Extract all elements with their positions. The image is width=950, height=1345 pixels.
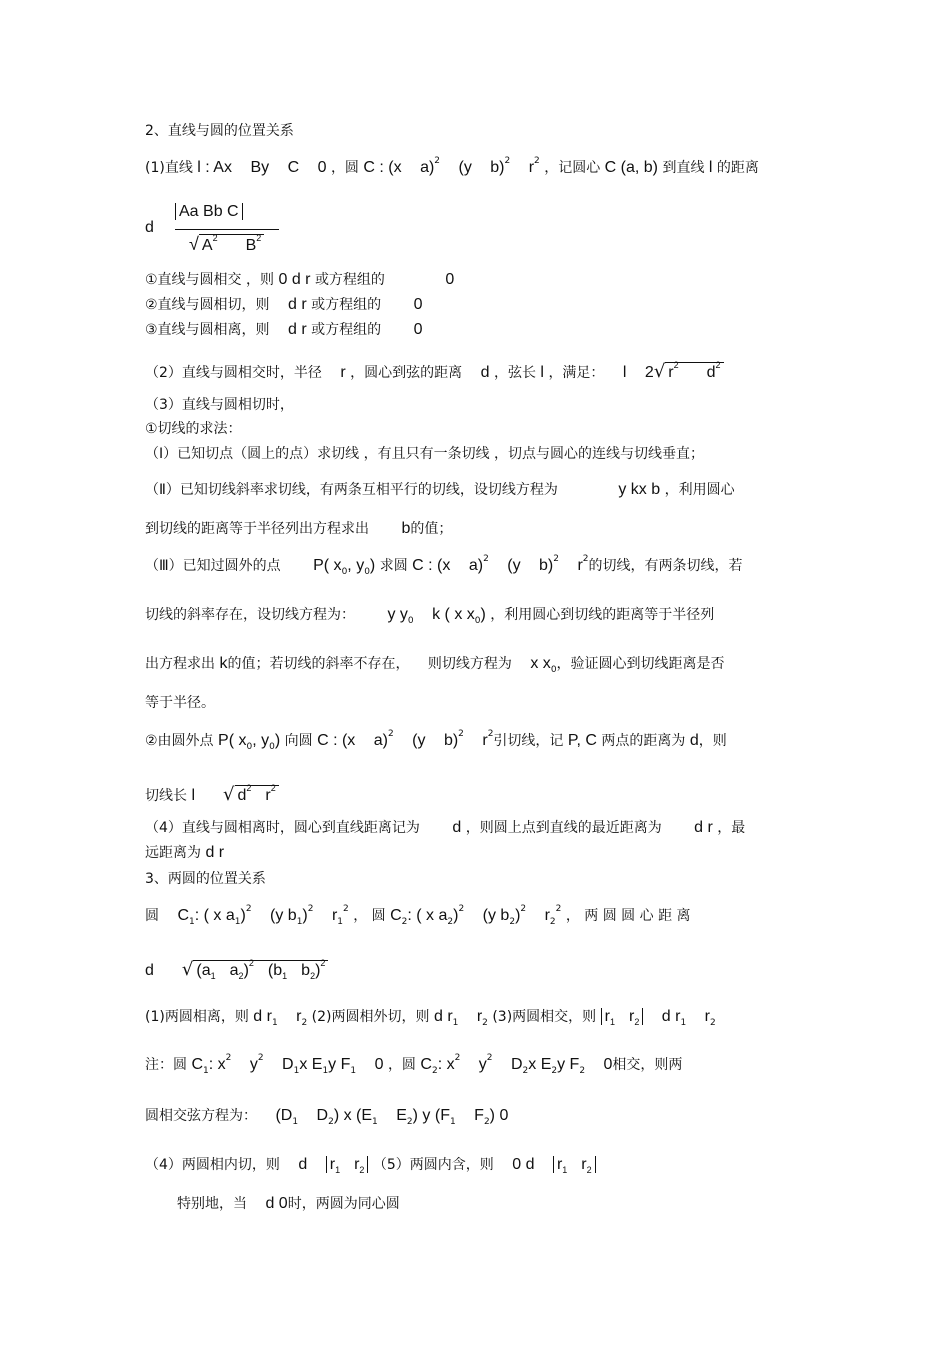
- math: , y: [252, 732, 270, 749]
- math: 2: [328, 1117, 334, 1127]
- text: 到切线的距离等于半径列出方程求出: [145, 521, 369, 537]
- math: x x: [530, 655, 551, 672]
- case-tangent: [145, 297, 423, 313]
- math: 2: [431, 1066, 438, 1076]
- note-common-chord-eq: [145, 1107, 509, 1127]
- math: 2: [458, 729, 464, 739]
- math: C: [177, 907, 190, 924]
- math: r: [340, 364, 346, 381]
- text: 时，两圆为同心圆: [287, 1196, 400, 1212]
- math: E: [396, 1107, 407, 1124]
- text: （Ⅲ）已知过圆外的点: [145, 558, 281, 574]
- math: l: [622, 364, 627, 381]
- text: 的值；: [410, 521, 453, 537]
- math: 0: [413, 296, 423, 313]
- math: 2: [582, 554, 589, 564]
- math: D: [510, 1056, 523, 1073]
- math: 0: [550, 665, 557, 675]
- math: Aa Bb C: [175, 203, 243, 220]
- math: 2: [534, 156, 540, 166]
- text: ，圆心到弦的距离: [350, 365, 463, 381]
- math: C: [287, 159, 300, 176]
- math: y: [478, 1056, 487, 1073]
- math: 2: [634, 1017, 640, 1027]
- text: ，则圆上点到直线的最近距离为: [465, 820, 662, 836]
- math: F: [474, 1107, 484, 1124]
- math: 0 d r: [278, 271, 311, 288]
- math: r: [329, 1156, 336, 1173]
- text: 切线的斜率存在，设切线方程为：: [145, 607, 355, 623]
- fraction-numerator: [175, 203, 243, 221]
- math: 1: [282, 971, 288, 981]
- math: k ( x x: [432, 606, 475, 623]
- text: 的距离: [716, 160, 759, 176]
- math: 2: [551, 1066, 558, 1076]
- math: 1: [609, 1017, 615, 1027]
- math: r: [476, 1008, 483, 1025]
- math: 2: [248, 958, 254, 968]
- text: 向圆: [284, 733, 313, 749]
- math: y F: [328, 1056, 351, 1073]
- math: 1: [372, 1117, 378, 1127]
- math: 0: [341, 567, 348, 577]
- text: (2)两圆相外切，则: [311, 1009, 430, 1025]
- math: 1: [335, 1165, 341, 1175]
- math: 2: [320, 958, 326, 968]
- math: P, C: [567, 732, 597, 749]
- math: By: [250, 159, 270, 176]
- math: : ( x a: [194, 907, 235, 924]
- text: ，弦长: [493, 365, 536, 381]
- text: 相交，则两: [612, 1057, 683, 1073]
- math: (y: [458, 159, 472, 176]
- math: 2: [520, 904, 527, 914]
- math: C (a, b): [604, 159, 658, 176]
- math: b): [443, 732, 459, 749]
- text: ，验证圆心到切线距离是否: [556, 656, 725, 672]
- math: 2: [487, 729, 494, 739]
- text: ，圆: [330, 160, 359, 176]
- math: C : (x: [317, 732, 356, 749]
- math: A: [201, 237, 213, 254]
- math: (y b: [270, 907, 297, 924]
- text: 或方程组的: [311, 322, 382, 338]
- text: 圆相交弦方程为：: [145, 1108, 257, 1124]
- text: 切线长: [145, 788, 187, 804]
- math: l: [708, 159, 713, 176]
- math: 2: [715, 360, 721, 370]
- method-iii: [145, 554, 743, 577]
- text: 或方程组的: [314, 272, 385, 288]
- text: ①直线与圆相交 ，则: [145, 272, 275, 288]
- math: C : (x: [412, 557, 451, 574]
- math: 1: [293, 1066, 300, 1076]
- math: r: [331, 907, 338, 924]
- math: a): [373, 732, 388, 749]
- text: (3)两圆相交，则: [492, 1009, 597, 1025]
- math: (y: [412, 732, 426, 749]
- section-title: 3、两圆的位置关系: [145, 871, 266, 887]
- text: 的切线，有两条切线，若: [588, 558, 743, 574]
- math: 2: [359, 1165, 365, 1175]
- text: （2）直线与圆相交时，半径: [145, 365, 322, 381]
- math: r: [668, 364, 674, 381]
- math: 0: [364, 567, 370, 577]
- math: d: [480, 364, 490, 381]
- text: 圆: [145, 908, 159, 924]
- math: d: [689, 732, 699, 749]
- case-intersect: [145, 272, 454, 288]
- text: 两点的距离为: [601, 733, 686, 749]
- math: P( x: [218, 732, 247, 749]
- math: x E: [528, 1056, 552, 1073]
- math: y: [249, 1056, 258, 1073]
- concentric-note: [177, 1196, 400, 1212]
- math: l: [191, 787, 196, 804]
- math: C: [191, 1056, 204, 1073]
- math: y F: [557, 1056, 580, 1073]
- math: 1: [452, 1018, 459, 1028]
- method-ii-cont: [145, 521, 452, 537]
- math: d: [452, 819, 462, 836]
- method-iii-cont-3: 等于半径。: [145, 695, 215, 711]
- math: 2: [401, 917, 408, 927]
- text: 或方程组的: [311, 297, 382, 313]
- math: d r: [253, 1008, 272, 1025]
- method-ii: [145, 482, 735, 498]
- math: r: [265, 787, 271, 804]
- math: 0: [246, 742, 253, 752]
- text: 的值；若切线的斜率不存在，: [227, 656, 410, 672]
- text: （5）两圆内含，则: [372, 1157, 494, 1173]
- math: b: [401, 520, 411, 537]
- center-distance-formula: d √ ($a_1$ $a_2)^2$ ($b_1$ $b_2)^2$: [145, 960, 328, 979]
- math: D: [282, 1056, 294, 1073]
- math: a): [468, 557, 484, 574]
- math: 2: [257, 1053, 264, 1063]
- math: x E: [299, 1056, 323, 1073]
- math: 0 d: [512, 1156, 535, 1173]
- math: 0: [474, 616, 481, 626]
- text: 求圆: [379, 558, 408, 574]
- text: ，最: [717, 820, 746, 836]
- text: 远距离为: [145, 845, 201, 861]
- math: 2: [644, 364, 654, 381]
- text: ，圆: [387, 1057, 416, 1073]
- two-circles-def: 圆 $C_1$: ( x $a_1)^2$ (y $b_1)^2$ $r_1^2$ ， 圆 $C_2$: ( x $a_2)^2$ (y $b_2)^2$ $r_2^2$ ， 两 圆 圆 心 距 离: [145, 904, 691, 927]
- math: 2: [245, 904, 252, 914]
- text: 到直线: [662, 160, 705, 176]
- math: 2: [522, 1066, 529, 1076]
- tangent-length: ②由圆外点 P( $x_0$, $y_0$) 向圆 C : (x a)$^2$ (y b)$^2$ $r^2$引切线，记 P, C 两点的距离为 d，则: [145, 729, 727, 752]
- math: 0: [269, 742, 275, 752]
- paragraph-separate: [145, 820, 745, 836]
- math: 1: [337, 917, 343, 927]
- fraction-bar: [175, 229, 279, 230]
- math: d r: [661, 1008, 681, 1025]
- math: 2: [256, 233, 262, 243]
- text: （Ⅱ）已知切线斜率求切线，有两条互相平行的切线，设切线方程为: [145, 482, 558, 498]
- text: ，利用圆心到切线的距离等于半径列: [490, 607, 715, 623]
- math: d r: [288, 321, 307, 338]
- math: 2: [310, 971, 316, 981]
- math: l : Ax: [197, 159, 232, 176]
- internal-tangent-contained: [145, 1157, 596, 1173]
- paragraph-tangent: （3）直线与圆相切时，: [145, 397, 294, 413]
- math: k: [219, 655, 228, 672]
- math: l: [540, 364, 544, 381]
- math: d r: [694, 819, 713, 836]
- math: ) y (F: [412, 1107, 450, 1124]
- math: 0: [374, 1056, 384, 1073]
- math: ): [369, 557, 376, 574]
- math: d: [145, 962, 154, 979]
- text: 注：圆: [145, 1057, 187, 1073]
- math: C : (x: [363, 159, 402, 176]
- subheading-tangent-method: ①切线的求法：: [145, 421, 242, 437]
- text: 出方程求出: [145, 656, 215, 672]
- math: d: [298, 1156, 308, 1173]
- math: 2: [387, 729, 394, 739]
- math: b): [539, 557, 554, 574]
- text: ， 两 圆 圆 心 距 离: [565, 908, 691, 924]
- math: 1: [203, 1066, 209, 1076]
- math: 2: [579, 1066, 586, 1076]
- method-iii-cont-1: 切线的斜率存在，设切线方程为： y $y_0$ k ( x $x_0$) ，利用圆心到切线的距离等于半径列: [145, 606, 715, 626]
- math: ) x (E: [333, 1107, 373, 1124]
- math: 2: [504, 156, 511, 166]
- math: P( x: [313, 557, 342, 574]
- math: 1: [234, 917, 241, 927]
- paragraph-chord: （2）直线与圆相交时，半径 r ，圆心到弦的距离 d ，弦长 l ，满足： l 2√ $r^2$ $d^2$: [145, 362, 724, 381]
- distance-formula-d: d: [145, 219, 154, 236]
- text: ， 圆: [353, 908, 386, 924]
- math: r: [354, 1156, 360, 1173]
- note-common-chord: [145, 1053, 683, 1076]
- fraction-denominator: √ $A^2$ $B^2$: [189, 234, 264, 255]
- math: (y b: [482, 907, 510, 924]
- math: 1: [322, 1066, 329, 1076]
- math: r: [604, 1008, 610, 1025]
- math: d r: [205, 844, 225, 861]
- text: ③直线与圆相离，则: [145, 322, 270, 338]
- math: r: [482, 732, 488, 749]
- tangent-length-formula: 切线长 l √ $d^2$ $r^2$: [145, 785, 279, 804]
- text: （4）两圆相内切，则: [145, 1157, 280, 1173]
- math: 2: [509, 917, 516, 927]
- section-title: 2、直线与圆的位置关系: [145, 123, 294, 139]
- case-separate: [145, 322, 423, 338]
- math: r: [704, 1008, 710, 1025]
- math: C: [390, 907, 402, 924]
- math: d 0: [265, 1195, 288, 1212]
- math: 2: [301, 1018, 308, 1028]
- math: d: [706, 364, 716, 381]
- math: r: [556, 1156, 563, 1173]
- math: 1: [350, 1066, 357, 1076]
- math: : x: [208, 1056, 226, 1073]
- math: 2: [225, 1053, 232, 1063]
- math: 2: [549, 917, 556, 927]
- two-circles-cases: [145, 1008, 716, 1028]
- text: （4）直线与圆相离时，圆心到直线距离记为: [145, 820, 420, 836]
- math: a): [420, 159, 435, 176]
- text: 特别地，当: [177, 1196, 247, 1212]
- text: ，利用圆心: [664, 482, 735, 498]
- math: y kx b: [618, 481, 661, 498]
- paragraph-separate-cont: [145, 845, 224, 861]
- math: 2: [212, 233, 218, 243]
- math: 2: [454, 1053, 461, 1063]
- math: 1: [296, 917, 303, 927]
- math: r: [296, 1008, 302, 1025]
- text: 引切线，记: [493, 733, 564, 749]
- text: ，记圆心: [544, 160, 601, 176]
- text: (1)两圆相离，则: [145, 1009, 249, 1025]
- math: r: [577, 557, 583, 574]
- math: 1: [449, 1117, 456, 1127]
- method-iii-cont-2: [145, 655, 725, 675]
- math: 2: [483, 1117, 490, 1127]
- math: , y: [347, 557, 365, 574]
- math: 2: [673, 360, 679, 370]
- math: r: [628, 1008, 635, 1025]
- math: r: [581, 1156, 587, 1173]
- math: 2: [458, 904, 465, 914]
- math: C: [420, 1056, 432, 1073]
- math: a: [229, 962, 239, 979]
- math: 2: [406, 1117, 413, 1127]
- math: 2: [343, 904, 349, 914]
- math: 0: [317, 159, 327, 176]
- text: ，则: [698, 733, 727, 749]
- math: d: [237, 787, 247, 804]
- math: 2: [434, 156, 441, 166]
- text: ②由圆外点: [145, 733, 214, 749]
- math: 2: [553, 554, 559, 564]
- math: 1: [189, 917, 195, 927]
- math: 1: [562, 1165, 568, 1175]
- math: 2: [483, 554, 489, 564]
- math: 0: [407, 616, 414, 626]
- math: 2: [447, 917, 454, 927]
- method-i: （Ⅰ）已知切点（圆上的点）求切线 ，有且只有一条切线 ，切点与圆心的连线与切线垂直；: [145, 446, 705, 462]
- math: 1: [271, 1018, 278, 1028]
- math: b: [301, 962, 311, 979]
- math: 2: [586, 1165, 592, 1175]
- math: d r: [288, 296, 307, 313]
- math: 2: [486, 1053, 493, 1063]
- text: (1)直线: [145, 160, 193, 176]
- math: 2: [270, 783, 276, 793]
- text: ②直线与圆相切，则: [145, 297, 270, 313]
- math: 1: [680, 1018, 687, 1028]
- math: 1: [292, 1117, 299, 1127]
- math: 2: [482, 1018, 488, 1028]
- math: 2: [307, 904, 314, 914]
- math: r: [528, 159, 535, 176]
- math: b): [490, 159, 505, 176]
- math: 0: [603, 1056, 613, 1073]
- math: y y: [387, 606, 408, 623]
- math: B: [245, 237, 257, 254]
- math: : ( x a: [407, 907, 448, 924]
- math: r: [544, 907, 550, 924]
- math: (a: [196, 962, 211, 979]
- text: ，满足：: [548, 365, 605, 381]
- math: d r: [433, 1008, 453, 1025]
- math: D: [316, 1107, 329, 1124]
- math: (b: [267, 962, 283, 979]
- math: ) 0: [489, 1107, 509, 1124]
- math: 0: [413, 321, 423, 338]
- math: : x: [437, 1056, 455, 1073]
- math: 1: [210, 971, 216, 981]
- text: 则切线方程为: [427, 656, 512, 672]
- math: (y: [507, 557, 521, 574]
- math: 2: [555, 904, 562, 914]
- math: (D: [275, 1107, 293, 1124]
- math: 0: [445, 271, 455, 288]
- paragraph-line-circle-def: [145, 156, 759, 176]
- math: 2: [238, 971, 244, 981]
- math: 2: [246, 783, 252, 793]
- math: 2: [709, 1018, 716, 1028]
